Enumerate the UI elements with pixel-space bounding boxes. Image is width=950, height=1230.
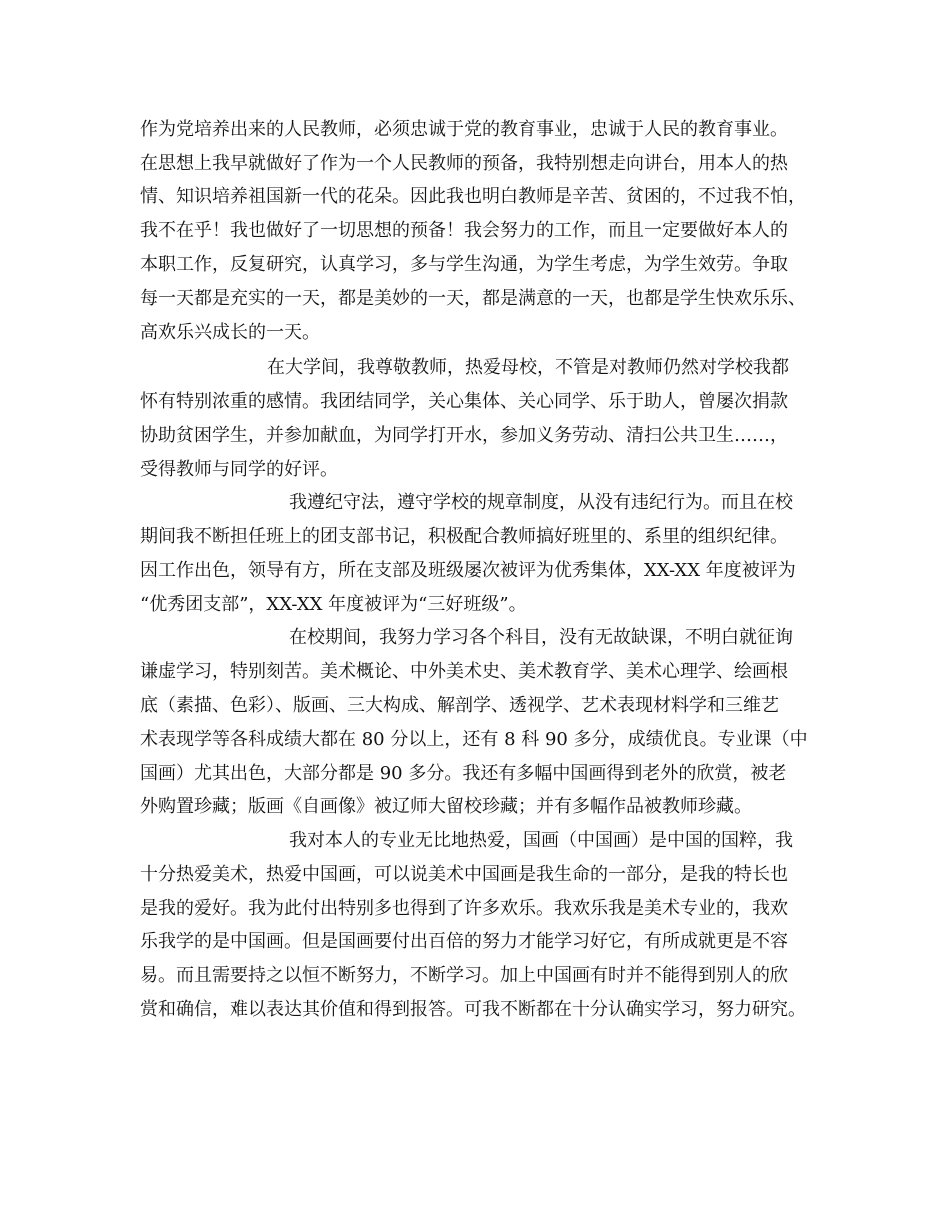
text-line: 易。而且需要持之以恒不断努力，不断学习。加上中国画有时并不能得到别人的欣 xyxy=(140,965,788,986)
paragraph-start-line: 我对本人的专业无比地热爱，国画（中国画）是中国的国粹，我 xyxy=(289,830,793,851)
text-line: 我不在乎！我也做好了一切思想的预备！我会努力的工作，而且一定要做好本人的 xyxy=(140,220,788,241)
text-line: 十分热爱美术，热爱中国画，可以说美术中国画是我生命的一部分，是我的特长也 xyxy=(140,864,788,885)
text-line: “优秀团支部”，XX-XX 年度被评为“三好班级”。 xyxy=(140,594,527,615)
text-line: 谦虚学习，特别刻苦。美术概论、中外美术史、美术教育学、美术心理学、绘画根 xyxy=(140,661,788,682)
text-line: 是我的爱好。我为此付出特别多也得到了许多欢乐。我欢乐我是美术专业的，我欢 xyxy=(140,898,788,919)
paragraph-start-line: 我遵纪守法，遵守学校的规章制度，从没有违纪行为。而且在校 xyxy=(289,492,793,513)
text-line: 怀有特别浓重的感情。我团结同学，关心集体、关心同学、乐于助人，曾屡次捐款 xyxy=(140,391,788,412)
text-line: 每一天都是充实的一天，都是美妙的一天，都是满意的一天，也都是学生快欢乐乐、 xyxy=(140,288,806,309)
text-line: 受得教师与同学的好评。 xyxy=(140,459,338,480)
text-line: 赏和确信，难以表达其价值和得到报答。可我不断都在十分认确实学习，努力研究。 xyxy=(140,999,806,1020)
text-line: 情、知识培养祖国新一代的花朵。因此我也明白教师是辛苦、贫困的，不过我不怕， xyxy=(140,186,806,207)
text-line: 乐我学的是中国画。但是国画要付出百倍的努力才能学习好它，有所成就更是不容 xyxy=(140,931,788,952)
paragraph-start-line: 在大学间，我尊敬教师，热爱母校，不管是对教师仍然对学校我都 xyxy=(267,357,789,378)
paragraph-start-line: 在校期间，我努力学习各个科目，没有无故缺课，不明白就征询 xyxy=(289,627,793,648)
text-line: 高欢乐兴成长的一天。 xyxy=(140,322,320,343)
text-line: 在思想上我早就做好了作为一个人民教师的预备，我特别想走向讲台，用本人的热 xyxy=(140,153,788,174)
text-line: 底（素描、色彩）、版画、三大构成、解剖学、透视学、艺术表现材料学和三维艺 xyxy=(140,695,779,716)
text-line: 本职工作，反复研究，认真学习，多与学生沟通，为学生考虑，为学生效劳。争取 xyxy=(140,254,788,275)
text-line: 协助贫困学生，并参加献血，为同学打开水，参加义务劳动、清扫公共卫生……， xyxy=(140,425,788,446)
text-line: 外购置珍藏；版画《自画像》被辽师大留校珍藏；并有多幅作品被教师珍藏。 xyxy=(140,796,752,817)
text-line: 术表现学等各科成绩大都在 80 分以上，还有 8 科 90 多分，成绩优良。专业课（中 xyxy=(140,729,808,750)
text-line: 作为党培养出来的人民教师，必须忠诚于党的教育事业，忠诚于人民的教育事业。 xyxy=(140,119,788,140)
text-line: 国画）尤其出色，大部分都是 90 多分。我还有多幅中国画得到老外的欣赏，被老 xyxy=(140,763,787,784)
text-line: 期间我不断担任班上的团支部书记，积极配合教师搞好班里的、系里的组织纪律。 xyxy=(140,526,788,547)
text-line: 因工作出色，领导有方，所在支部及班级屡次被评为优秀集体，XX-XX 年度被评为 xyxy=(140,560,796,581)
